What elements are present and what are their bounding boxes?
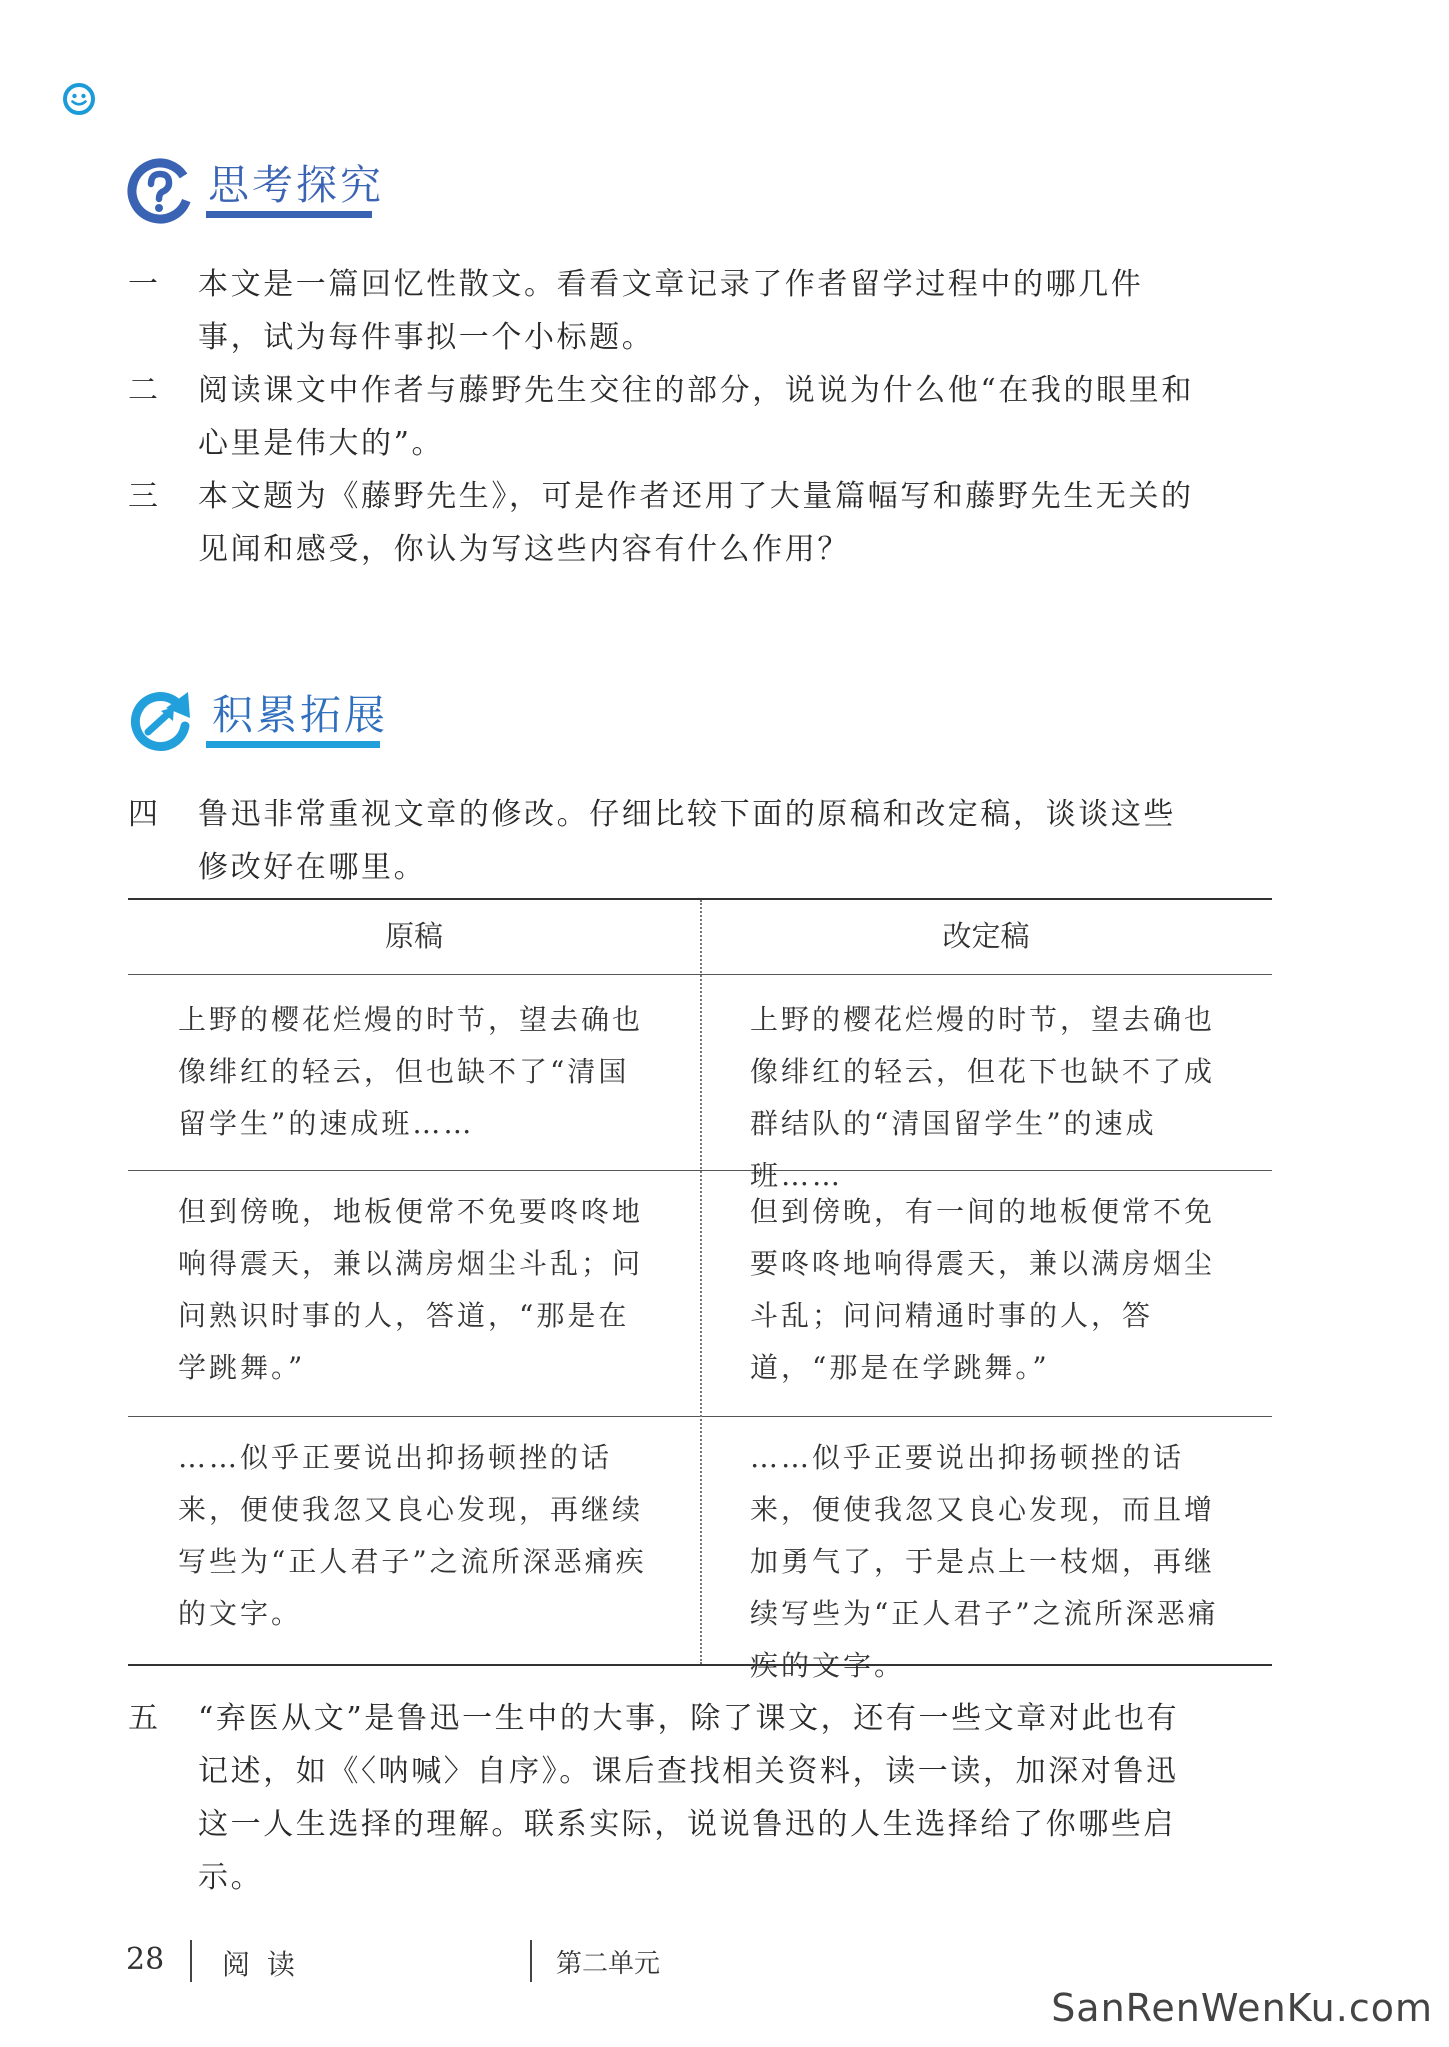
revision-table (128, 898, 1272, 1682)
table-cell-revised: ……似乎正要说出抑扬顿挫的话来，便使我忽又良心发现，而且增加勇气了，于是点上一枝烟，再继续写些为“正人君子”之流所深恶痛疾的文字。 (750, 1441, 1219, 1682)
page-number: 28 (126, 1942, 165, 1977)
question-item (128, 1692, 1278, 1895)
section-underline (206, 741, 380, 748)
table-cell-revised: 上野的樱花烂熳的时节，望去确也像绯红的轻云，但花下也缺不了成群结队的“清国留学生”的速成班…… (750, 1003, 1216, 1192)
section-title: 思考探究 (208, 161, 384, 209)
footer-unit: 第二单元 (556, 1949, 661, 1979)
footer-divider (190, 1940, 192, 1982)
question-text: 鲁迅非常重视文章的修改。仔细比较下面的原稿和改定稿，谈谈这些修改好在哪里。 (198, 797, 1176, 885)
question-item (128, 364, 1278, 461)
question-item (128, 470, 1278, 567)
section-underline (206, 211, 372, 218)
question-text: 本文是一篇回忆性散文。看看文章记录了作者留学过程中的哪几件事，试为每件事拟一个小标题。 (198, 267, 1144, 355)
table-header-original: 原稿 (384, 919, 443, 953)
question-text: “弃医从文”是鲁迅一生中的大事，除了课文，还有一些文章对此也有记述，如《〈呐喊〉自序》。课后查找相关资料，读一读，加深对鲁迅这一人生选择的理解。联系实际，说说鲁迅的人生选择给了你哪些启示。 (198, 1701, 1180, 1895)
question-item (128, 258, 1278, 355)
question-text: 阅读课文中作者与藤野先生交往的部分，说说为什么他“在我的眼里和心里是伟大的”。 (198, 373, 1194, 461)
footer-section: 阅 读 (222, 1948, 299, 1981)
table-header-revised: 改定稿 (942, 919, 1030, 953)
question-item (128, 788, 1278, 885)
table-cell-original: 上野的樱花烂熳的时节，望去确也像绯红的轻云，但也缺不了“清国留学生”的速成班…… (178, 1003, 644, 1140)
table-column-divider (700, 900, 702, 1664)
question-number: 五 (128, 1701, 161, 1736)
table-cell-original: 但到傍晚，地板便常不免要咚咚地响得震天，兼以满房烟尘斗乱；问问熟识时事的人，答道，“那是在学跳舞。” (178, 1195, 644, 1384)
refresh-arrow-icon (126, 688, 194, 756)
footer-divider (530, 1940, 532, 1982)
smiley-icon (62, 82, 96, 116)
watermark: SanRenWenKu.com (1051, 1986, 1433, 2030)
question-number: 一 (128, 267, 161, 302)
table-cell-original: ……似乎正要说出抑扬顿挫的话来，便使我忽又良心发现，再继续写些为“正人君子”之流所深恶痛疾的文字。 (178, 1441, 647, 1630)
section-title: 积累拓展 (212, 691, 388, 739)
question-mark-icon (126, 157, 194, 225)
question-number: 四 (128, 797, 161, 832)
question-number: 三 (128, 479, 161, 514)
question-text: 本文题为《藤野先生》，可是作者还用了大量篇幅写和藤野先生无关的见闻和感受，你认为写这些内容有什么作用？ (198, 479, 1194, 567)
question-number: 二 (128, 373, 161, 408)
table-cell-revised: 但到傍晚，有一间的地板便常不免要咚咚地响得震天，兼以满房烟尘斗乱；问问精通时事的人，答道，“那是在学跳舞。” (750, 1195, 1216, 1384)
